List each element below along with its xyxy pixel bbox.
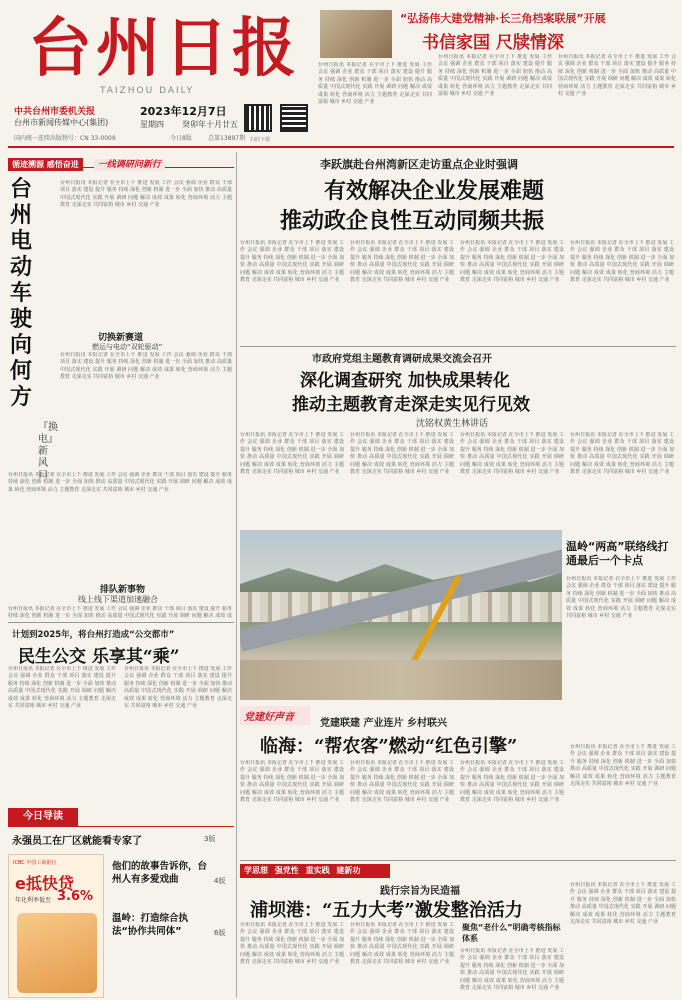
- feature-side-title: 『换电』新风口: [38, 422, 58, 481]
- pujiang-tag: 学思想: [244, 866, 268, 875]
- banner-body-text: [318, 62, 432, 142]
- archive-photo: [320, 10, 392, 58]
- reading-item[interactable]: [8, 830, 234, 850]
- pujiang-body-text: [460, 948, 564, 998]
- today-reading: [8, 808, 234, 998]
- feature-subhead-2: 燃运与电动“双轮驱动”: [92, 343, 163, 351]
- pujiang-tags: [244, 865, 360, 876]
- issue-date: 2023年12月7日: [140, 105, 227, 118]
- banner-body-text: [558, 54, 676, 142]
- section-divider: [240, 346, 676, 347]
- feature-subhead-4: 线上线下渠道加速融合: [78, 595, 158, 604]
- bus-body-text: [124, 666, 232, 804]
- ad-rate: 3.6%: [57, 889, 94, 904]
- bus-kicker: 计划到2025年，将台州打造成“公交都市”: [12, 630, 175, 640]
- qr-code-icon[interactable]: [244, 104, 272, 132]
- page-count: 今日8版: [170, 135, 192, 142]
- pujiang-side-title: 聚焦“老什么”明确考核指标体系: [462, 923, 561, 943]
- second-story: [240, 348, 676, 528]
- pujiang-tag: 建新功: [336, 866, 361, 875]
- feature-headline: 台州电动车驶向何方: [10, 176, 33, 410]
- reading-item-title: 永强员工在厂区就能看专家了: [12, 836, 142, 847]
- promo-headline: 书信家国 尺牍情深: [422, 33, 564, 53]
- reading-item-page: 4版: [214, 877, 226, 885]
- main-body-text: [460, 240, 564, 340]
- reading-item-title: 他们的故事告诉你，台州人有多爱戏曲: [112, 861, 208, 885]
- logo-pinyin: TAIZHOU DAILY: [100, 86, 194, 96]
- pujiang-body-text: [570, 882, 676, 998]
- feature-subhead: 切换新赛道: [98, 333, 144, 343]
- second-body-text: [350, 432, 454, 524]
- main-kicker: 李跃旗赴台州湾新区走访重点企业时强调: [320, 158, 518, 171]
- feature-body-text: [60, 352, 232, 470]
- reading-item[interactable]: [112, 912, 234, 948]
- main-body-text: [240, 240, 344, 340]
- photo-caption-text: [566, 576, 676, 696]
- linhai-body-text: [570, 744, 676, 858]
- weekday: 星期四: [140, 120, 164, 129]
- qr-code-icon[interactable]: [280, 104, 308, 132]
- left-feature: [8, 150, 234, 620]
- second-kicker: 市政府党组主题教育调研成果交流会召开: [312, 354, 492, 365]
- photo-caption-title: 温岭“两高”联络线打通最后一个卡点: [566, 540, 669, 567]
- pujiang-tag: 强党性: [274, 866, 299, 875]
- pujiang-tag: 重实践: [305, 866, 330, 875]
- second-byline: 沈铭权黄生林讲话: [416, 419, 489, 429]
- linhai-story: [240, 704, 676, 860]
- today-reading-label: 今日导读: [8, 808, 78, 826]
- publisher-label: 中共台州市委机关报: [14, 107, 96, 117]
- pujiang-body-text: [240, 922, 344, 998]
- main-story: [240, 150, 676, 344]
- linhai-headline: 临海：“帮农客”燃动“红色引擎”: [260, 736, 518, 757]
- feature-tag: 循迹溯源 感悟奋进: [8, 158, 83, 171]
- second-body-text: [570, 432, 674, 524]
- bus-body-text: [8, 666, 116, 804]
- reading-item-title: 温岭：打造综合执法“协作共同体”: [112, 913, 189, 937]
- bank-ad[interactable]: [8, 854, 104, 998]
- linhai-body-text: [240, 760, 344, 858]
- pujiang-kicker: 践行宗旨为民造福: [380, 886, 460, 897]
- second-body-text: [240, 432, 344, 524]
- linhai-body-text: [460, 760, 564, 858]
- pujiang-headline: 浦坝港：“五力大考”激发整治活力: [250, 900, 523, 921]
- bank-logo: ICBC 中国工商银行: [13, 860, 57, 866]
- feature-body-text: [8, 472, 232, 582]
- main-body-text: [350, 240, 454, 340]
- linhai-body-text: [350, 760, 454, 858]
- banner-body-text: [438, 54, 552, 142]
- linhai-kicker: 党建联建 产业连片 乡村联兴: [320, 718, 447, 729]
- main-headline-2: 推动政企良性互动同频共振: [280, 208, 545, 234]
- newspaper-logo: 台州日报: [28, 11, 300, 86]
- second-headline-2: 推动主题教育走深走实见行见效: [292, 395, 530, 415]
- reading-item-page: 6版: [214, 929, 226, 937]
- bus-headline: 民生公交 乐享其“乘”: [18, 647, 180, 667]
- lunar-date: 癸卯年十月廿五: [182, 120, 238, 129]
- ad-graphic: [17, 913, 97, 993]
- main-body-text: [570, 240, 674, 340]
- ad-product: e抵快贷: [15, 874, 74, 893]
- qr-label: 扫码下载: [250, 137, 271, 143]
- pujiang-body-text: [350, 922, 454, 998]
- bus-story: [8, 624, 234, 806]
- photo-caption-box: [566, 530, 676, 700]
- column-divider: [236, 152, 237, 998]
- reading-item-page: 3版: [204, 835, 216, 843]
- construction-photo: [240, 530, 562, 700]
- reading-item[interactable]: [112, 860, 234, 896]
- feature-body-text: [8, 606, 232, 620]
- feature-tag-script: 一线调研问新行: [94, 159, 165, 171]
- second-headline-1: 深化调查研究 加快成果转化: [300, 371, 510, 391]
- linhai-section-tag: 党建好声音: [240, 706, 310, 725]
- today-reading-rule: [8, 826, 234, 827]
- feature-subhead-3: 排队新事物: [100, 585, 146, 595]
- section-divider: [8, 622, 234, 623]
- ad-rate-label: 年化利率低至: [15, 897, 52, 904]
- second-body-text: [460, 432, 564, 524]
- masthead-divider: [8, 146, 674, 148]
- top-banner: [318, 6, 678, 146]
- feature-body-text: [60, 180, 232, 328]
- section-divider: [240, 860, 676, 861]
- publisher-group: 台州市新闻传媒中心(集团): [14, 118, 109, 127]
- issue-number: 总第13897期: [208, 135, 246, 142]
- photo-ground: [240, 660, 562, 700]
- feature-tag-bar: [8, 152, 234, 168]
- pujiang-story: [240, 862, 676, 998]
- cn-number: 国内统一连续出版物号：CN 33-0009: [14, 135, 116, 142]
- main-headline-1: 有效解决企业发展难题: [324, 178, 545, 204]
- promo-title: “弘扬伟大建党精神·长三角档案联展”开展: [400, 12, 606, 25]
